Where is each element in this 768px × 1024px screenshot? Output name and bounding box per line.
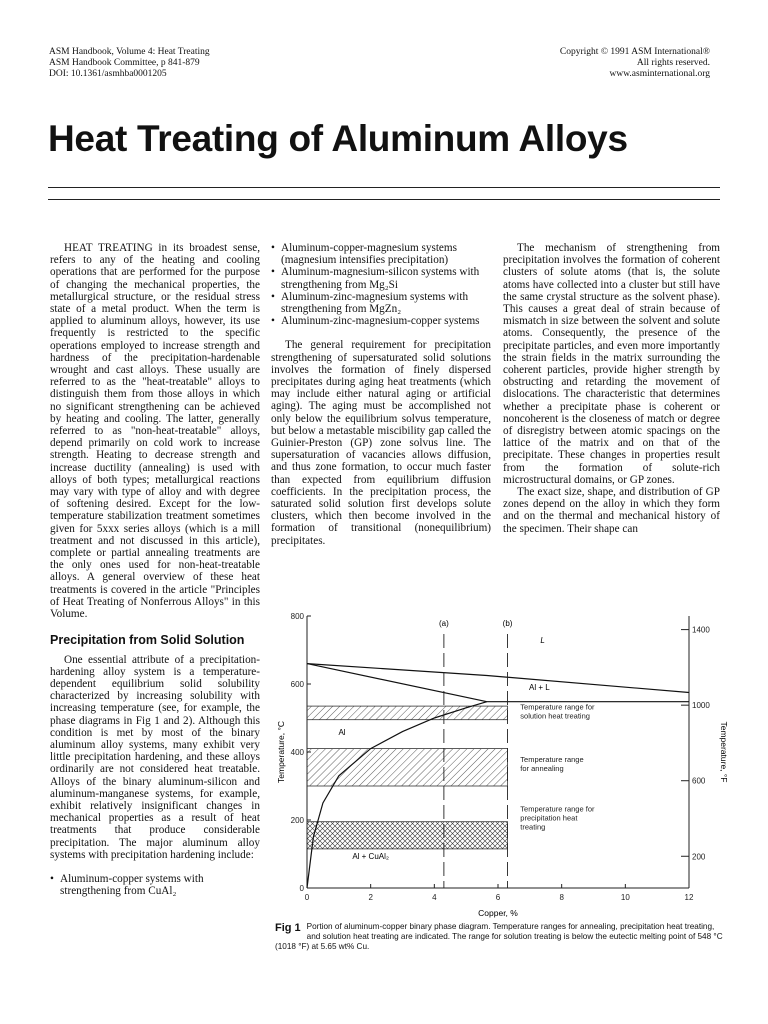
list-item: • Aluminum-zinc-magnesium systems with strengthening from MgZn₂ — [271, 291, 491, 315]
range-label-solution: Temperature range for — [520, 702, 595, 712]
list-item: • Aluminum-copper systems with strengthening from CuAl₂ — [50, 873, 260, 897]
header-citation — [49, 47, 210, 80]
alloy-list-continued — [271, 242, 491, 327]
column-1 — [50, 242, 260, 897]
range-label-precipitation: precipitation heat — [520, 813, 578, 823]
curve-liquidus — [307, 664, 689, 693]
y-tick-label-right: 200 — [692, 852, 706, 862]
header-doi: DOI: 10.1361/asmhba0001205 — [49, 69, 167, 79]
header-website[interactable]: www.asminternational.org — [609, 69, 710, 79]
label-liquid: L — [540, 636, 545, 646]
treatment-range-3 — [307, 822, 508, 849]
label-al-liquid: Al + L — [529, 683, 550, 693]
title-rule-top — [48, 187, 720, 188]
mechanism-paragraph: The mechanism of strengthening from precipitation involves the formation of coherent clusters of solute atoms (that is, the solute atoms have collected into a cluster but still have the same crystal structure as the solvent phase). This causes a great deal of strain because of mismatch in size between the solvent and solute atoms. Consequently, the presence of the precipitate particles, and even more importantly the strain fields in the matrix surrounding the coherent particles, provide higher strength by obstructing and retarding the movement of dislocations. The characteristic that determines whether a precipitate phase is coherent or noncoherent is the closeness of match or degree of disregistry between atomic spacings on the lattice of the matrix and on that of the precipitate. These changes in properties result from the formation of solute-rich microstructural domains, or GP zones. — [503, 242, 720, 486]
header-rights: All rights reserved. — [636, 58, 710, 68]
range-label-precipitation: treating — [520, 822, 546, 832]
range-label-annealing: Temperature range — [520, 755, 584, 765]
x-tick-label: 2 — [368, 893, 373, 902]
x-tick-label: 10 — [620, 893, 630, 902]
list-item: • Aluminum-magnesium-silicon systems with strengthening from Mg₂Si — [271, 266, 491, 290]
gp-zone-paragraph: The exact size, shape, and distribution of GP zones depend on the alloy in which they form and on the thermal and mechanical history of the specimen. Their shape can — [503, 486, 720, 535]
y-tick-label-right: 1000 — [692, 701, 710, 711]
x-axis-title: Copper, % — [478, 908, 518, 918]
figure-label: Fig 1 — [275, 922, 301, 934]
y-axis-title-left: Temperature, °C — [276, 721, 286, 783]
label-al: Al — [338, 728, 346, 737]
caption-text: Portion of aluminum-copper binary phase diagram. Temperature ranges for annealing, precipitation heat treating, and solution heat treating are indicated. The range for solution treating is below the eutectic melting point of 548 °C (1018 °F) at 5.65 wt% Cu. — [275, 922, 723, 951]
title-rule-bottom — [48, 199, 720, 200]
figure-caption — [275, 922, 723, 952]
header-committee: ASM Handbook Committee, p 841-879 — [49, 58, 200, 68]
x-tick-label: 4 — [432, 893, 437, 902]
precipitation-paragraph: One essential attribute of a precipitation-hardening alloy system is a temperature-dependent equilibrium solid solubility characterized by increasing solubility with increasing temperature (see, for example, the phase diagrams in Fig 1 and 2). Although this condition is met by most of the binary aluminum alloy systems, many exhibit very little precipitation hardening, and these alloys ordinarily are not considered heat treatable. Alloys of the binary aluminum-silicon and aluminum-manganese systems, for example, exhibit relatively insignificant changes in mechanical properties as a result of heat treatments that produce considerable precipitation. The major aluminum alloy systems with precipitation hardening include: — [50, 653, 260, 861]
x-tick-label: 8 — [559, 893, 564, 902]
phase-diagram — [270, 606, 730, 956]
y-tick-label-right: 1400 — [692, 625, 710, 635]
header-copyright — [560, 47, 710, 80]
column-3 — [503, 242, 720, 535]
x-tick-label: 6 — [495, 893, 501, 902]
list-item: • Aluminum-copper-magnesium systems (magnesium intensifies precipitation) — [271, 242, 491, 266]
label-a: (a) — [438, 619, 449, 629]
range-label-solution: solution heat treating — [520, 711, 590, 721]
y-axis-title-right: Temperature, °F — [719, 721, 729, 783]
curve-solvus — [307, 702, 487, 888]
treatment-range-1 — [307, 706, 508, 720]
treatment-range-2 — [307, 749, 508, 786]
header-volume: ASM Handbook, Volume 4: Heat Treating — [49, 47, 210, 57]
column-2 — [271, 242, 491, 547]
y-tick-label-left: 400 — [290, 748, 304, 757]
range-label-precipitation: Temperature range for — [520, 804, 595, 814]
alloy-list-start — [50, 873, 260, 897]
figure-1 — [270, 606, 730, 956]
y-tick-label-left: 200 — [290, 816, 304, 825]
requirement-paragraph: The general requirement for precipitation strengthening of supersaturated solid solutions involves the formation of finely dispersed precipitates during aging heat treatments (which may include either natural aging or artificial aging). The aging must be accomplished not only below the equilibrium solvus temperature, but below a metastable miscibility gap called the Guinier-Preston (GP) zone solvus line. The supersaturation of vacancies allows diffusion, and thus zone formation, to occur much faster than expected from equilibrium diffusion coefficients. In the precipitation process, the saturated solid solution first develops solute clusters, which then become involved in the formation of transitional (nonequilibrium) precipitates. — [271, 339, 491, 547]
y-tick-label-left: 0 — [299, 884, 304, 893]
x-tick-label: 0 — [304, 893, 310, 902]
article-title: Heat Treating of Aluminum Alloys — [48, 118, 628, 159]
label-al-cual2: Al + CuAl₂ — [352, 852, 390, 862]
list-item: • Aluminum-zinc-magnesium-copper systems — [271, 315, 491, 327]
y-tick-label-right: 600 — [692, 776, 706, 786]
x-tick-label: 12 — [684, 893, 694, 902]
intro-paragraph: HEAT TREATING in its broadest sense, refers to any of the heating and cooling operations that are performed for the purpose of changing the mechanical properties, the metallurgical structure, or the residual stress state of a metal product. When the term is applied to aluminum alloys, however, its use frequently is restricted to the specific operations employed to increase strength and hardness of the precipitation-hardenable wrought and cast alloys. These usually are referred to as the "heat-treatable" alloys to distinguish them from those alloys in which no significant strengthening can be achieved by heating and cooling. The latter, generally referred to as "non-heat-treatable" alloys, depend primarily on cold work to increase strength. Heating to decrease strength and increase ductility (annealing) is used with alloys of both types; metallurgical reactions may vary with type of alloy and with degree of softening desired. Except for the low-temperature stabilization treatment sometimes given for 5xxx series alloys (which is a mill treatment and not discussed in this article), complete or partial annealing treatments are the only ones used for non-heat-treatable alloys. A general overview of these heat treatments is covered in the article "Principles of Heat Treating of Nonferrous Alloys" in this Volume. — [50, 242, 260, 621]
y-tick-label-left: 800 — [290, 612, 304, 621]
range-label-annealing: for annealing — [520, 764, 564, 774]
label-b: (b) — [502, 619, 513, 629]
section-heading: Precipitation from Solid Solution — [50, 633, 245, 648]
y-tick-label-left: 600 — [290, 680, 304, 689]
header-copyright-line: Copyright © 1991 ASM International® — [559, 47, 710, 57]
